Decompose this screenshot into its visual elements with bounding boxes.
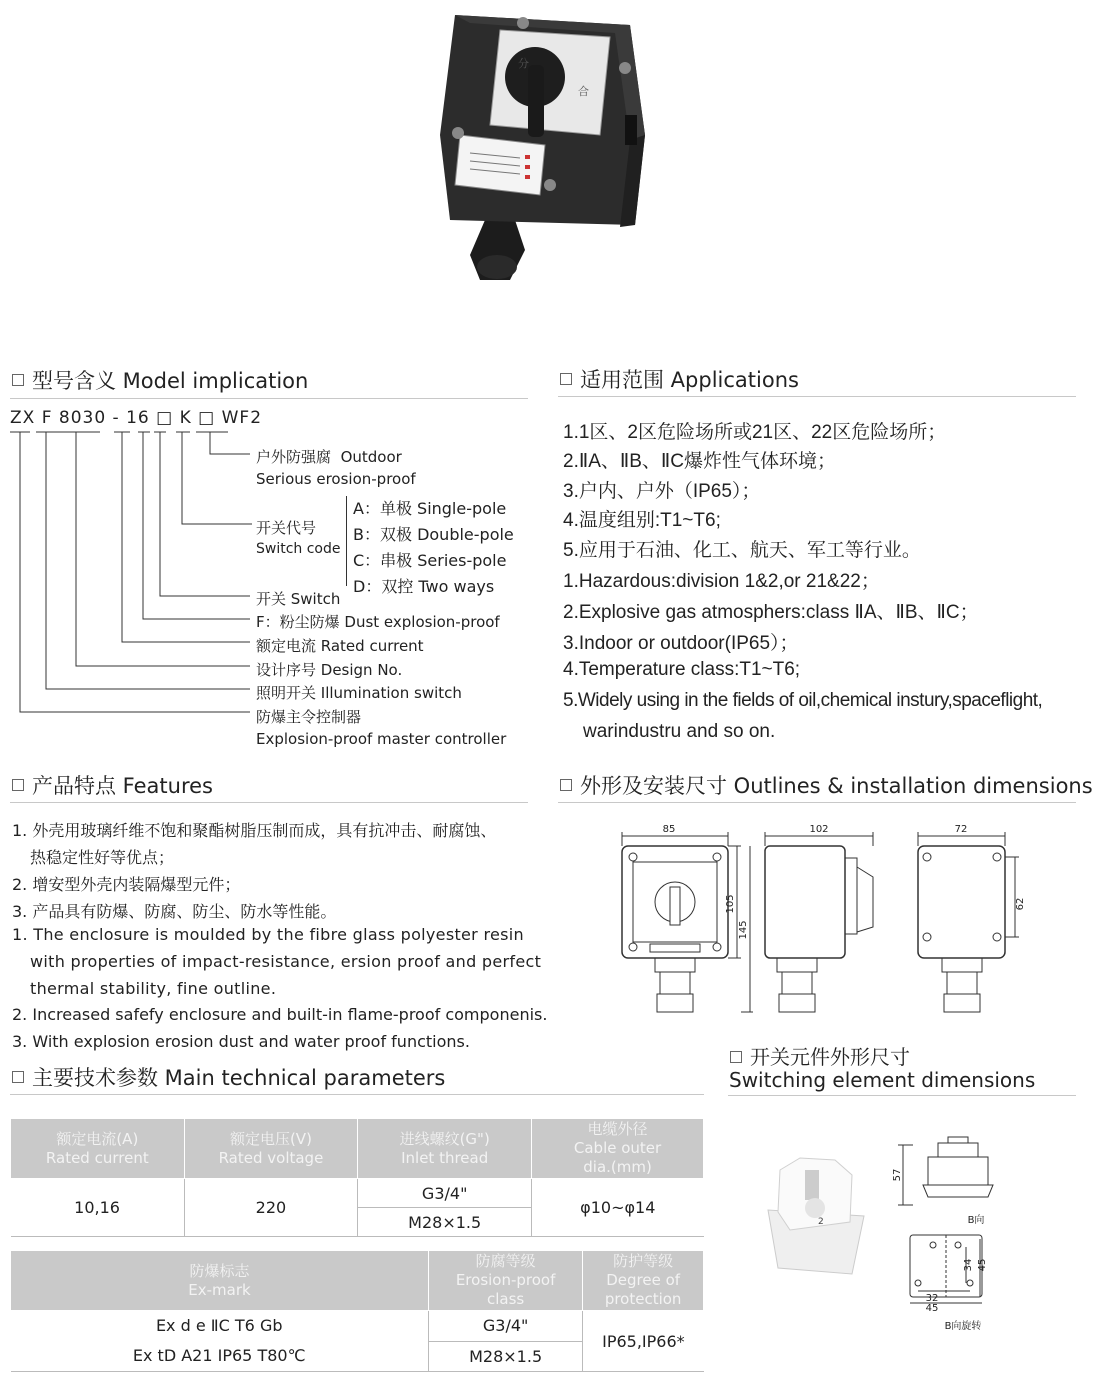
model-code: ZX F 8030 - 16 □ K □ WF2 xyxy=(10,408,263,428)
feature-line: 热稳定性好等优点； xyxy=(30,848,175,867)
params-table-2 xyxy=(10,1250,704,1372)
dim-element-c: 32 xyxy=(925,1293,939,1304)
switching-element-drawing xyxy=(888,1135,998,1335)
params-section-title: 主要技术参数 Main technical parameters xyxy=(12,1062,445,1092)
cell-thread-m: M28×1.5 xyxy=(358,1208,532,1237)
model-item-dust: F：粉尘防爆 Dust explosion-proof xyxy=(256,613,500,631)
ex-mark-1: Ex d e ⅡC T6 Gb xyxy=(155,1316,283,1335)
dim-element-a: 34 xyxy=(963,1258,974,1272)
header-protection: 防护等级 Degree of protection xyxy=(583,1251,704,1311)
cell-voltage: 220 xyxy=(184,1179,358,1237)
header-rated-current: 额定电流(A) Rated current xyxy=(11,1119,185,1179)
feature-line: with properties of impact-resistance, ersion proof and perfect xyxy=(30,952,542,971)
application-line: warindustru and so on. xyxy=(583,721,776,742)
application-line: 1.Hazardous:division 1&2,or 21&22； xyxy=(563,571,880,592)
switch-option-b: B：双极 Double-pole xyxy=(353,525,514,544)
view-b-label: B向 xyxy=(967,1215,985,1226)
model-item-design-no: 设计序号 Design No. xyxy=(256,661,403,679)
model-item-switch-code-en: Switch code xyxy=(256,541,341,557)
model-item-outdoor: 户外防强腐 Outdoor xyxy=(256,448,402,466)
dim-hole-spacing: 62 xyxy=(1015,897,1026,911)
bullet-square-icon xyxy=(730,1051,742,1063)
dim-element-height: 57 xyxy=(892,1168,903,1182)
dim-height-total: 145 xyxy=(738,920,749,940)
application-line: 3.户内、户外（IP65）； xyxy=(563,481,761,502)
feature-line: 2. Increased safefy enclosure and built-in flame-proof componenis. xyxy=(12,1005,548,1024)
switching-section-subtitle: Switching element dimensions xyxy=(729,1068,1036,1092)
dim-width-back: 72 xyxy=(954,824,968,835)
part-number-label: 2 xyxy=(818,1217,824,1227)
switch-option-c: C：串极 Series-pole xyxy=(353,551,507,570)
bullet-square-icon xyxy=(12,779,24,791)
switching-element-photo xyxy=(760,1150,870,1290)
feature-line: 1. The enclosure is moulded by the fibre glass polyester resin xyxy=(12,925,524,944)
dim-width-side: 102 xyxy=(809,824,829,835)
model-item-rated-current: 额定电流 Rated current xyxy=(256,637,424,655)
cell-thread-g: G3/4" xyxy=(358,1179,532,1208)
feature-line: thermal stability, fine outline. xyxy=(30,979,277,998)
model-leader-lines xyxy=(0,430,260,715)
application-line: 2.Explosive gas atmosphers:class ⅡA、ⅡB、ⅡC； xyxy=(563,602,979,623)
bullet-square-icon xyxy=(12,374,24,386)
feature-line: 1. 外壳用玻璃纤维不饱和聚酯树脂压制而成，具有抗冲击、耐腐蚀、 xyxy=(12,821,497,840)
model-item-erosion: Serious erosion-proof xyxy=(256,470,416,488)
svg-text:合: 合 xyxy=(578,85,589,98)
application-line: 5.Widely using in the fields of oil,chemical instury,spaceflight, xyxy=(563,690,1043,711)
dim-height-body: 105 xyxy=(725,894,736,914)
feature-line: 3. 产品具有防爆、防腐、防尘、防水等性能。 xyxy=(12,902,337,921)
application-line: 5.应用于石油、化工、航天、军工等行业。 xyxy=(563,540,921,561)
header-inlet-thread: 进线螺纹(G") Inlet thread xyxy=(358,1119,532,1179)
model-item-master-cn: 防爆主令控制器 xyxy=(256,708,362,726)
outline-drawings xyxy=(605,822,1035,1022)
application-line: 3.Indoor or outdoor(IP65）； xyxy=(563,633,799,654)
dim-element-b: 45 xyxy=(977,1258,988,1272)
bullet-square-icon xyxy=(560,779,572,791)
model-item-switch-code-cn: 开关代号 xyxy=(256,519,317,537)
model-section-title: 型号含义 Model implication xyxy=(12,365,308,395)
svg-text:分: 分 xyxy=(518,57,529,70)
switch-option-a: A：单极 Single-pole xyxy=(353,499,507,518)
model-item-master-en: Explosion-proof master controller xyxy=(256,730,507,748)
bullet-square-icon xyxy=(560,373,572,385)
header-ex-mark: 防爆标志 Ex-mark xyxy=(11,1251,429,1311)
application-line: 2.ⅡA、ⅡB、ⅡC爆炸性气体环境； xyxy=(563,451,836,472)
header-cable-dia: 电缆外径 Cable outer dia.(mm) xyxy=(532,1119,704,1179)
header-rated-voltage: 额定电压(V) Rated voltage xyxy=(184,1119,358,1179)
feature-line: 2. 增安型外壳内装隔爆型元件； xyxy=(12,875,241,894)
cell-erosion-m: M28×1.5 xyxy=(428,1341,582,1372)
application-line: 1.1区、2区危险场所或21区、22区危险场所； xyxy=(563,422,947,443)
application-line: 4.温度组别:T1~T6; xyxy=(563,510,721,531)
cell-ex-mark xyxy=(11,1311,429,1372)
view-b-rotated-label: B向旋转 xyxy=(944,1321,982,1332)
model-item-switch: 开关 Switch xyxy=(256,590,341,608)
model-item-illumination: 照明开关 Illumination switch xyxy=(256,684,462,702)
application-line: 4.Temperature class:T1~T6; xyxy=(563,659,801,680)
cell-current: 10,16 xyxy=(11,1179,185,1237)
switching-section-title: 开关元件外形尺寸 xyxy=(730,1041,910,1070)
dim-element-d: 45 xyxy=(925,1303,939,1314)
bullet-square-icon xyxy=(12,1071,24,1083)
cell-protection: IP65,IP66* xyxy=(583,1311,704,1372)
features-section-title: 产品特点 Features xyxy=(12,770,213,800)
applications-section-title: 适用范围 Applications xyxy=(560,364,799,394)
feature-line: 3. With explosion erosion dust and water proof functions. xyxy=(12,1032,470,1051)
cell-cable: φ10~φ14 xyxy=(532,1179,704,1237)
cell-erosion-g: G3/4" xyxy=(428,1311,582,1342)
params-table-1 xyxy=(10,1118,704,1237)
header-erosion-class: 防腐等级 Erosion-proof class xyxy=(428,1251,582,1311)
ex-mark-2: Ex tD A21 IP65 T80℃ xyxy=(132,1346,306,1365)
dim-width-front: 85 xyxy=(662,824,676,835)
switch-option-d: D：双控 Two ways xyxy=(353,577,495,596)
product-photo xyxy=(430,5,660,285)
outlines-section-title: 外形及安装尺寸 Outlines & installation dimensions xyxy=(560,770,1093,800)
